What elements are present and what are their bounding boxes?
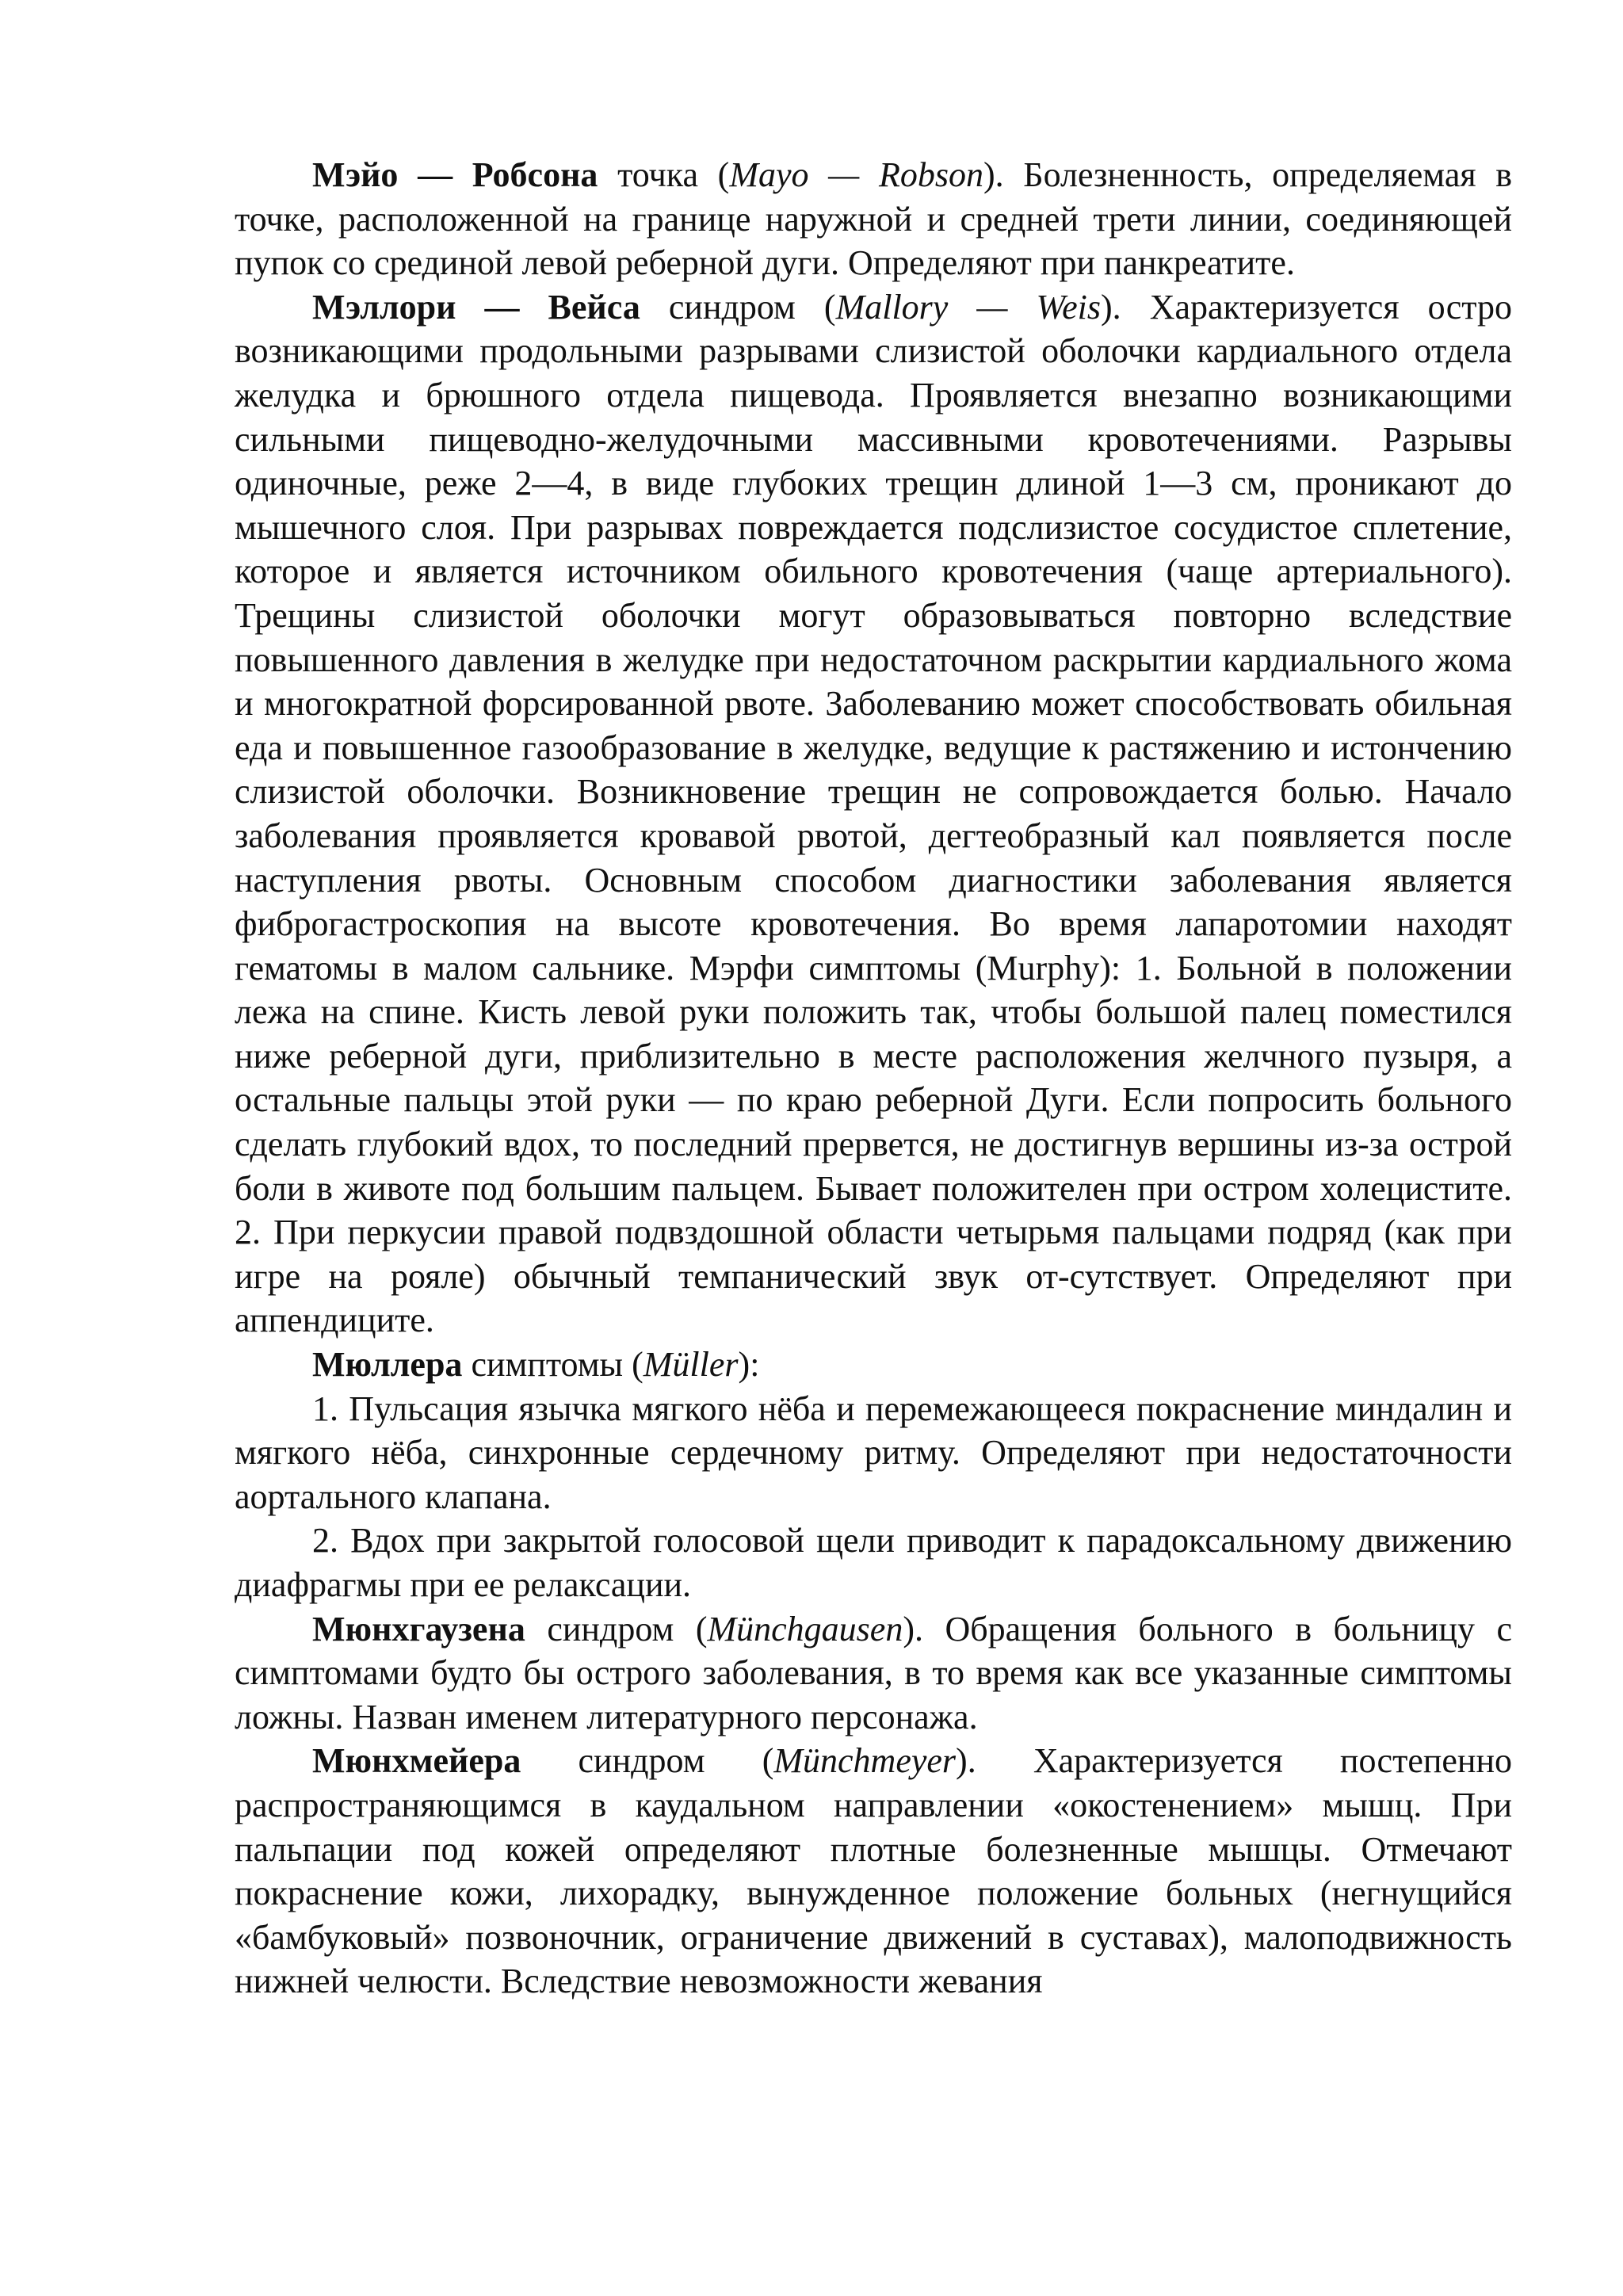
entry-latin: Münchgausen: [707, 1609, 903, 1648]
entry-type: точка: [617, 155, 698, 194]
entry-type: синдром: [578, 1741, 705, 1781]
entry-type: симптомы: [471, 1345, 624, 1385]
entry-munchmeyer: Мюнхмейера синдром (Münchmeyer). Характеризуется постепенно распространяющимся в каудальном направлении «окостенением» мышц. При пальпации под кожей определяют плотные болезненные мышцы. Отмечают покраснение кожи, лихорадку, вынужденное положение больных (негнущийся «бамбуковый» позвоночник, ограничение движений в суставах), малоподвижность нижней челюсти. Вследствие невозможности жевания: [235, 1741, 1513, 2001]
document-body: [235, 153, 1512, 2004]
entry-latin: Mallory — Weis: [835, 287, 1102, 327]
entry-muller: Мюллера симптомы (Müller):: [312, 1345, 760, 1385]
entry-type: синдром: [668, 287, 796, 327]
entry-term: Мюнхгаузена: [312, 1609, 525, 1648]
list-item: 2. Вдох при закрытой голосовой щели приводит к парадоксальному движению диафрагмы при ее релаксации.: [235, 1521, 1512, 1604]
entry-text: Характеризуется остро возникающими продольными разрывами слизистой оболочки кардиального отдела желудка и брюшного отдела пищевода. Проявляется внезапно возникающими сильными пищеводно-желудочными массивными кровотечениями. Разрывы одиночные, реже 2—4, в виде глубоких трещин длиной 1—3 см, проникают до мышечного слоя. При разрывах повреждается подслизистое сосудистое сплетение, которое и является источником обильного кровотечения (чаще артериального). Трещины слизистой оболочки могут образовываться повторно вследствие повышенного давления в желудке при недостаточном раскрытии кардиального жома и многократной форсированной рвоте. Заболеванию может способствовать обильная еда и повышенное газообразование в желудке, ведущие к растяжению и истончению слизистой оболочки. Возникновение трещин не сопровождается болью. Начало заболевания проявляется кровавой рвотой, дегтеобразный кал появляется после наступления рвоты. Основным способом диагностики заболевания является фиброгастроскопия на высоте кровотечения. Во время лапаротомии находят гематомы в малом сальнике. Мэрфи симптомы (Murphy): 1. Больной в положении лежа на спине. Кисть левой руки положить так, чтобы большой палец поместился ниже реберной дуги, приблизительно в месте расположения желчного пузыря, а остальные пальцы этой руки — по краю реберной Дуги. Если попросить больного сделать глубокий вдох, то последний прервется, не достигнув вершины из-за острой боли в животе под большим пальцем. Бывает положителен при остром холецистите. 2. При перкусии правой подвздошной области четырьмя пальцами подряд (как при игре на рояле) обычный темпанический звук от-сутствует. Определяют при аппендиците.: [235, 287, 1512, 1340]
entry-latin: Münchmeyer: [773, 1741, 957, 1781]
entry-munchgausen: Мюнхгаузена синдром (Münchgausen). Обращения больного в больницу с симптомами будто бы острого заболевания, в то время как все указанные симптомы ложны. Назван именем литературного персонажа.: [235, 1609, 1513, 1736]
entry-text: Характеризуется постепенно распространяющимся в каудальном направлении «окостенением» мышц. При пальпации под кожей определяют плотные болезненные мышцы. Отмечают покраснение кожи, лихорадку, вынужденное положение больных (негнущийся «бамбуковый» позвоночник, ограничение движений в суставах), малоподвижность нижней челюсти. Вследствие невозможности жевания: [235, 1741, 1513, 2001]
entry-term: Мэллори — Вейса: [312, 287, 640, 327]
entry-text: Болезненность, определяемая в точке, расположенной на границе наружной и средней трети линии, соединяющей пупок со срединой левой реберной дуги. Определяют при панкреатите.: [235, 155, 1513, 283]
entry-latin: Müller: [643, 1345, 739, 1385]
list-item: 1. Пульсация язычка мягкого нёба и перемежающееся покраснение миндалин и мягкого нёба, синхронные сердечному ритму. Определяют при недостаточности аортального клапана.: [235, 1389, 1512, 1516]
entry-text: Обращения больного в больницу с симптомами будто бы острого заболевания, в то время как все указанные симптомы ложны. Назван именем литературного персонажа.: [235, 1609, 1513, 1736]
entry-latin: Mayo — Robson: [729, 155, 983, 194]
entry-mallory-weis: Мэллори — Вейса синдром (Mallory — Weis). Характеризуется остро возникающими продольными разрывами слизистой оболочки кардиального отдела желудка и брюшного отдела пищевода. Проявляется внезапно возникающими сильными пищеводно-желудочными массивными кровотечениями. Разрывы одиночные, реже 2—4, в виде глубоких трещин длиной 1—3 см, проникают до мышечного слоя. При разрывах повреждается подслизистое сосудистое сплетение, которое и является источником обильного кровотечения (чаще артериального). Трещины слизистой оболочки могут образовываться повторно вследствие повышенного давления в желудке при недостаточном раскрытии кардиального жома и многократной форсированной рвоте. Заболеванию может способствовать обильная еда и повышенное газообразование в желудке, ведущие к растяжению и истончению слизистой оболочки. Возникновение трещин не сопровождается болью. Начало заболевания проявляется кровавой рвотой, дегтеобразный кал появляется после наступления рвоты. Основным способом диагностики заболевания является фиброгастроскопия на высоте кровотечения. Во время лапаротомии находят гематомы в малом сальнике. Мэрфи симптомы (Murphy): 1. Больной в положении лежа на спине. Кисть левой руки положить так, чтобы большой палец поместился ниже реберной дуги, приблизительно в месте расположения желчного пузыря, а остальные пальцы этой руки — по краю реберной Дуги. Если попросить больного сделать глубокий вдох, то последний прервется, не достигнув вершины из-за острой боли в животе под большим пальцем. Бывает положителен при остром холецистите. 2. При перкусии правой подвздошной области четырьмя пальцами подряд (как при игре на рояле) обычный темпанический звук от-сутствует. Определяют при аппендиците.: [235, 287, 1512, 1340]
entry-term: Мэйо — Робсона: [312, 155, 598, 194]
entry-type: синдром: [547, 1609, 674, 1648]
entry-mayo-robson: Мэйо — Робсона точка (Mayo — Robson). Болезненность, определяемая в точке, расположенной на границе наружной и средней трети линии, соединяющей пупок со срединой левой реберной дуги. Определяют при панкреатите.: [235, 155, 1513, 283]
entry-term: Мюнхмейера: [312, 1741, 521, 1781]
entry-term: Мюллера: [312, 1345, 463, 1385]
